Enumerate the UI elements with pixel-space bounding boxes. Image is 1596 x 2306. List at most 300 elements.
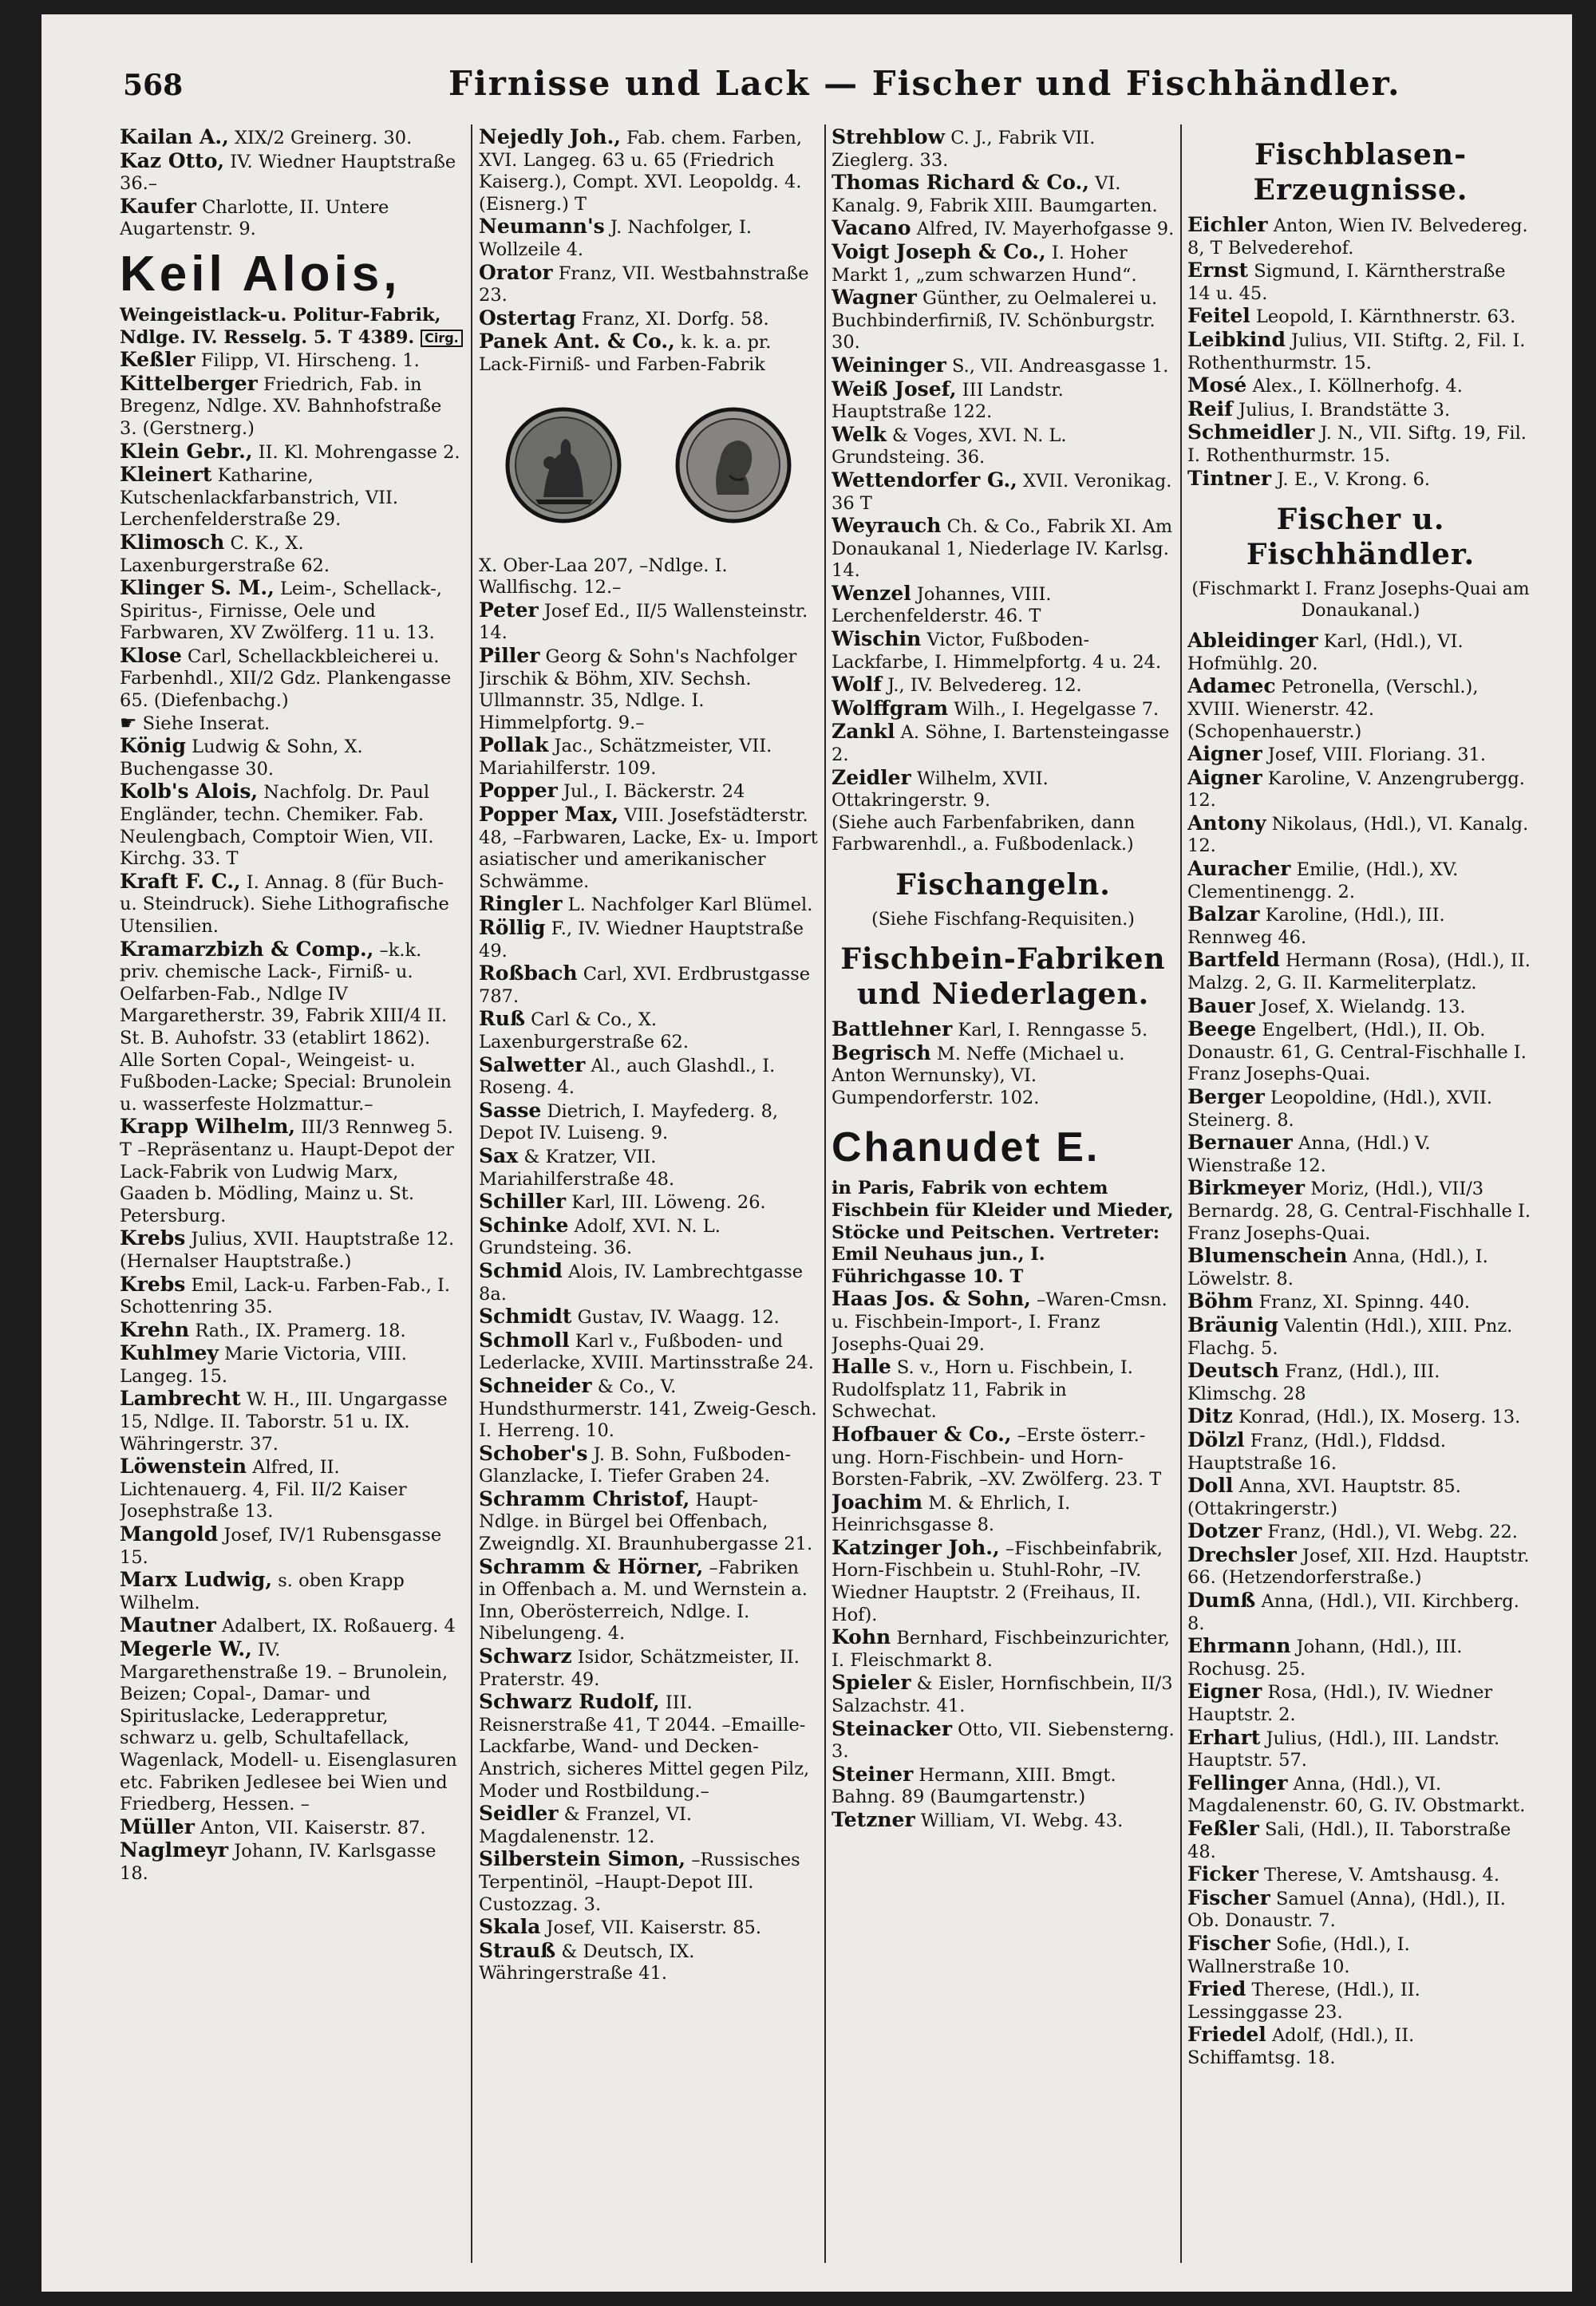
- cross-reference: (Siehe auch Farbenfabriken, dann Farbwarenhdl., a. Fußbodenlack.): [832, 812, 1136, 855]
- entry-name: Kuhlmey: [120, 1341, 219, 1365]
- entry-name: Skala: [479, 1915, 541, 1939]
- entry-name: Feßler: [1187, 1817, 1259, 1840]
- entry-address: Karl, III. Löweng. 26.: [571, 1192, 766, 1214]
- entry-address: Alfred, IV. Mayerhofgasse 9.: [916, 219, 1175, 240]
- directory-entry: [1187, 1520, 1534, 1544]
- entry-name: Müller: [120, 1814, 195, 1838]
- entry-address: Rath., IX. Pramerg. 18.: [195, 1320, 406, 1341]
- entry-name: Wagner: [832, 286, 917, 310]
- entry-name: Fischer: [1187, 1885, 1270, 1909]
- directory-entry: [120, 1614, 463, 1638]
- entry-address: Friedrich, Fab. in Bregenz, Ndlge. XV. Bahnhofstraße 3. (Gerstnerg.): [120, 373, 442, 439]
- display-advert-text: Weingeistlack-u. Politur-Fabrik, Ndlge. IV. Resselg. 5. T 4389. Cirg.: [120, 305, 463, 349]
- directory-entry: [120, 150, 463, 195]
- directory-entry: [832, 354, 1175, 378]
- entry-name: Mangold: [120, 1522, 219, 1546]
- entry-continuation: X. Ober-Laa 207, –Ndlge. I. Wallfischg. 12.–: [479, 555, 728, 598]
- directory-entry: [832, 1491, 1175, 1537]
- directory-entry: [1187, 1635, 1534, 1680]
- entry-address: Josef, X. Wielandg. 13.: [1260, 996, 1466, 1017]
- directory-entry: [120, 1115, 463, 1227]
- entry-name: Zankl: [832, 720, 895, 744]
- entry-address: J. E., V. Krong. 6.: [1277, 468, 1431, 490]
- directory-entry: [479, 215, 818, 261]
- directory-entry: [1187, 675, 1534, 743]
- entry-address: Adolf, XVI. N. L. Grundsteing. 36.: [479, 1215, 721, 1259]
- directory-entry: [120, 871, 463, 938]
- entry-name: Kramarzbizh & Comp.,: [120, 937, 374, 961]
- entry-address: Hermann, XIII. Bmgt. Bahng. 89 (Baumgartenstr.): [832, 1764, 1116, 1808]
- directory-entry: [120, 440, 463, 464]
- entry-address: Franz, VII. Westbahnstraße 23.: [479, 263, 809, 306]
- directory-entry: [1187, 1360, 1534, 1405]
- entry-name: Strauß: [479, 1938, 556, 1962]
- entry-address: Anna, (Hdl.) V. Wienstraße 12.: [1187, 1133, 1431, 1176]
- entry-name: Doll: [1187, 1474, 1234, 1498]
- directory-entry: [479, 962, 818, 1008]
- directory-entry: [1187, 1245, 1534, 1290]
- directory-entry: [120, 938, 463, 1116]
- directory-entry: [1187, 1086, 1534, 1131]
- section-note: (Fischmarkt I. Franz Josephs-Quai am Donaukanal.): [1191, 579, 1530, 622]
- entry-address: III Landstr. Hauptstraße 122.: [832, 379, 1064, 423]
- directory-entry: [479, 1305, 818, 1329]
- entry-address: Nikolaus, (Hdl.), VI. Kanalg. 12.: [1187, 813, 1529, 857]
- entry-address: & Eisler, Hornfischbein, II/3 Salzachstr. 41.: [832, 1673, 1173, 1717]
- directory-entry: [1187, 1314, 1534, 1360]
- entry-name: Balzar: [1187, 902, 1260, 926]
- entry-address: Julius, VII. Stiftg. 2, Fil. I. Rothenthurmstr. 15.: [1187, 330, 1526, 373]
- directory-entry: [479, 307, 818, 331]
- entry-address: W. H., III. Ungargasse 15, Ndlge. II. Taborstr. 51 u. IX. Währingerstr. 37.: [120, 1389, 448, 1455]
- directory-entry: [479, 917, 818, 962]
- directory-entry: [832, 1356, 1175, 1423]
- directory-entry: [479, 804, 818, 893]
- entry-address: A. Söhne, I. Bartensteingasse 2.: [832, 722, 1170, 766]
- entry-address: F., IV. Wiedner Hauptstraße 49.: [479, 918, 804, 961]
- entry-name: Feitel: [1187, 304, 1250, 328]
- directory-entry: [832, 628, 1175, 673]
- column-1: [120, 126, 463, 2280]
- entry-name: Ringler: [479, 892, 563, 916]
- directory-entry: [1187, 1589, 1534, 1635]
- entry-address: Günther, zu Oelmalerei u. Buchbinderfirniß, IV. Schönburgstr. 30.: [832, 288, 1158, 353]
- directory-entry: [120, 1227, 463, 1273]
- entry-name: Steinacker: [832, 1716, 953, 1740]
- directory-entry: [832, 424, 1175, 469]
- entry-name: Tetzner: [832, 1808, 915, 1831]
- entry-address: II. Kl. Mohrengasse 2.: [258, 441, 460, 463]
- display-advert-name: Keil Alois,: [120, 246, 401, 302]
- entry-name: Röllig: [479, 916, 546, 940]
- entry-address: Sali, (Hdl.), II. Taborstraße 48.: [1187, 1819, 1511, 1862]
- entry-name: Steiner: [832, 1762, 914, 1786]
- entry-name: Fried: [1187, 1977, 1246, 2001]
- directory-entry: [832, 172, 1175, 217]
- directory-entry: [479, 1443, 818, 1488]
- entry-name: Wolf: [832, 673, 882, 697]
- directory-entry: [120, 1342, 463, 1388]
- directory-entry: [1187, 1177, 1534, 1245]
- directory-entry: [479, 1556, 818, 1645]
- directory-entry: [479, 1940, 818, 1985]
- entry-address: & Voges, XVI. N. L. Grundsteing. 36.: [832, 424, 1067, 468]
- entry-address: Wilh., I. Hegelgasse 7.: [954, 698, 1159, 720]
- directory-entry: [1187, 630, 1534, 675]
- entry-name: Kolb's Alois,: [120, 780, 259, 804]
- directory-entry: [479, 1214, 818, 1260]
- entry-address: Josef Ed., II/5 Wallensteinstr. 14.: [479, 600, 808, 644]
- directory-entry: [479, 1375, 818, 1443]
- directory-entry: [1187, 1290, 1534, 1314]
- entry-address: J. B. Sohn, Fußboden-Glanzlacke, I. Tiefer Graben 24.: [479, 1443, 792, 1487]
- entry-name: Eigner: [1187, 1680, 1262, 1704]
- entry-address: –Waren-Cmsn. u. Fischbein-Import-, I. Franz Josephs-Quai 29.: [832, 1289, 1167, 1355]
- directory-entry: [1187, 743, 1534, 767]
- entry-name: Kittelberger: [120, 371, 258, 395]
- entry-address: Otto, VII. Siebensterng. 3.: [832, 1719, 1175, 1763]
- column-4: [1187, 126, 1534, 2280]
- entry-name: Deutsch: [1187, 1359, 1279, 1383]
- entry-name: Ditz: [1187, 1404, 1233, 1428]
- section-heading: Fischbein-Fabriken und Niederlagen.: [840, 942, 1166, 1011]
- entry-address: J., IV. Belvedereg. 12.: [887, 675, 1082, 697]
- directory-entry: [832, 241, 1175, 286]
- directory-entry: [1187, 812, 1534, 858]
- entry-name: Bräunig: [1187, 1313, 1278, 1337]
- entry-address: I. Annag. 8 (für Buch- u. Steindruck). Siehe Lithografische Utensilien.: [120, 871, 449, 937]
- entry-name: Seidler: [479, 1802, 559, 1826]
- entry-name: Bartfeld: [1187, 948, 1280, 972]
- pointing-hand-icon: ☛: [120, 711, 137, 734]
- entry-name: Antony: [1187, 811, 1266, 835]
- entry-name: Schmidt: [479, 1305, 572, 1329]
- entry-address: Julius, (Hdl.), III. Landstr. Hauptstr. 57.: [1187, 1728, 1500, 1771]
- entry-name: Wischin: [832, 627, 922, 651]
- entry-address: Rosa, (Hdl.), IV. Wiedner Hauptstr. 2.: [1187, 1682, 1493, 1726]
- directory-entry: [1187, 1978, 1534, 2024]
- section-note: (Siehe Fischfang-Requisiten.): [871, 910, 1135, 930]
- entry-address: s. oben Krapp Wilhelm.: [120, 1570, 405, 1613]
- directory-entry: [832, 767, 1175, 812]
- directory-entry: [1187, 1863, 1534, 1887]
- entry-address: Ch. & Co., Fabrik XI. Am Donaukanal 1, Niederlage IV. Karlsg. 14.: [832, 516, 1173, 582]
- entry-address: XVII. Veronikag. 36 T: [832, 470, 1172, 514]
- entry-address: Georg & Sohn's Nachfolger Jirschik & Böhm, XIV. Sechsh. Ullmannstr. 35, Ndlge. I. Himmelpfortg. 9.–: [479, 646, 797, 733]
- entry-name: Orator: [479, 260, 553, 284]
- entry-name: Joachim: [832, 1490, 923, 1514]
- section-heading: Fischblasen-Erzeugnisse.: [1253, 138, 1468, 207]
- directory-entry: [1187, 398, 1534, 422]
- entry-address: Carl & Co., X. Laxenburgerstraße 62.: [479, 1009, 689, 1052]
- entry-name: Klimosch: [120, 530, 225, 554]
- entry-name: Fellinger: [1187, 1771, 1288, 1795]
- allegory-medal-icon: [504, 405, 623, 525]
- directory-entry: [479, 893, 818, 917]
- entry-address: & Kratzer, VII. Mariahilferstraße 48.: [479, 1146, 675, 1190]
- entry-address: –Fischbeinfabrik, Horn-Fischbein u. Stuhl-Rohr, –IV. Wiedner Hauptstr. 2 (Freihaus, II. Hof).: [832, 1538, 1163, 1625]
- directory-entry: [832, 515, 1175, 582]
- directory-entry: [832, 1672, 1175, 1717]
- entry-address: Jul., I. Bäckerstr. 24: [563, 781, 745, 803]
- directory-entry: [832, 1718, 1175, 1763]
- directory-entry: [479, 780, 818, 804]
- entry-name: Tintner: [1187, 466, 1272, 490]
- column-divider: [1180, 124, 1182, 2263]
- directory-entry: [832, 1626, 1175, 1672]
- directory-entry: [1187, 1887, 1534, 1933]
- directory-entry: [1187, 305, 1534, 329]
- entry-name: Aigner: [1187, 742, 1262, 766]
- entry-name: Peter: [479, 598, 539, 622]
- entry-name: Schinke: [479, 1213, 569, 1237]
- directory-entry: [120, 780, 463, 870]
- entry-name: Fischer: [1187, 1931, 1270, 1955]
- entry-name: Silberstein Simon,: [479, 1847, 686, 1871]
- entry-name: Welk: [832, 422, 887, 446]
- entry-name: Kraft F. C.,: [120, 869, 241, 893]
- entry-address: I. Hoher Markt 1, „zum schwarzen Hund“.: [832, 242, 1137, 286]
- entry-address: Leopold, I. Kärnthnerstr. 63.: [1255, 306, 1516, 328]
- directory-entry: [479, 599, 818, 645]
- entry-name: Schramm Christof,: [479, 1487, 690, 1510]
- entry-address: XIX/2 Greinerg. 30.: [234, 128, 413, 148]
- entry-address: –Fabriken in Offenbach a. M. und Wernstein a. Inn, Oberösterreich, Ndlge. I. Nibelungeng. 4.: [479, 1557, 808, 1645]
- entry-name: Aigner: [1187, 765, 1262, 789]
- entry-address: Josef, IV/1 Rubensgasse 15.: [120, 1525, 442, 1568]
- entry-name: Popper Max,: [479, 803, 619, 827]
- entry-address: Johann, (Hdl.), III. Rochusg. 25.: [1187, 1637, 1463, 1680]
- directory-entry: [120, 577, 463, 645]
- entry-name: Thomas Richard & Co.,: [832, 171, 1089, 195]
- directory-entry: [120, 1839, 463, 1885]
- entry-address: Hermann (Rosa), (Hdl.), II. Malzg. 2, G. II. Karmeliterplatz.: [1187, 950, 1531, 994]
- entry-address: S. v., Horn u. Fischbein, I. Rudolfsplatz 11, Fabrik in Schwechat.: [832, 1357, 1133, 1423]
- entry-name: Neumann's: [479, 215, 605, 239]
- entry-address: C. K., X. Laxenburgerstraße 62.: [120, 532, 330, 576]
- directory-entry: [1187, 1405, 1534, 1429]
- directory-entry: [1187, 2024, 1534, 2069]
- directory-entry: [120, 1273, 463, 1319]
- entry-name: Kailan A.,: [120, 126, 229, 148]
- directory-entry: [479, 126, 818, 215]
- entry-name: Ernst: [1187, 259, 1249, 282]
- directory-entry: [832, 697, 1175, 721]
- entry-name: Begrisch: [832, 1040, 931, 1064]
- entry-name: Popper: [479, 779, 558, 803]
- directory-entry: [1187, 1818, 1534, 1863]
- directory-entry: [479, 1848, 818, 1916]
- entry-address: Karoline, V. Anzengrubergg. 12.: [1187, 768, 1525, 811]
- entry-address: Franz, (Hdl.), III. Klimschg. 28: [1187, 1361, 1440, 1404]
- entry-name: Schiller: [479, 1190, 567, 1214]
- entry-address: & Deutsch, IX. Währingerstraße 41.: [479, 1941, 695, 1984]
- entry-name: Marx Ludwig,: [120, 1568, 273, 1592]
- directory-entry: [1187, 421, 1534, 467]
- entry-name: König: [120, 734, 187, 758]
- entry-address: Anna, XVI. Hauptstr. 85. (Ottakringerstr.): [1187, 1476, 1461, 1519]
- entry-address: Johann, IV. Karlsgasse 18.: [120, 1841, 437, 1884]
- directory-entry: [832, 286, 1175, 354]
- entry-address: S., VII. Andreasgasse 1.: [952, 355, 1169, 377]
- entry-name: Klose: [120, 643, 182, 667]
- entry-address: Karl v., Fußboden- und Lederlacke, XVIII. Martinsstraße 24.: [479, 1330, 814, 1374]
- entry-name: Naglmeyr: [120, 1838, 229, 1862]
- directory-entry: [832, 721, 1175, 766]
- entry-address: III/3 Rennweg 5. T –Repräsentanz u. Haupt-Depot der Lack-Fabrik von Ludwig Marx, Gaaden b. Mödling, Mainz u. St. Petersburg.: [120, 1117, 454, 1226]
- entry-name: Keßler: [120, 348, 196, 372]
- directory-entry: [479, 1488, 818, 1556]
- entry-name: Schwarz Rudolf,: [479, 1690, 660, 1714]
- entry-name: Battlehner: [832, 1017, 953, 1040]
- entry-address: Karl, I. Renngasse 5.: [958, 1020, 1148, 1040]
- entry-name: Wenzel: [832, 581, 911, 605]
- entry-address: & Franzel, VI. Magdalenenstr. 12.: [479, 1804, 693, 1847]
- entry-name: Berger: [1187, 1085, 1265, 1108]
- entry-address: Alois, IV. Lambrechtgasse 8a.: [479, 1261, 804, 1305]
- entry-name: Ehrmann: [1187, 1634, 1291, 1658]
- entry-name: Halle: [832, 1355, 891, 1379]
- entry-name: Wolffgram: [832, 696, 949, 720]
- entry-address: Emilie, (Hdl.), XV. Clementinengg. 2.: [1187, 859, 1459, 902]
- entry-name: Drechsler: [1187, 1542, 1297, 1566]
- column-3: [832, 126, 1175, 2280]
- directory-entry: [1187, 1933, 1534, 1978]
- column-2: [479, 126, 818, 2280]
- directory-page: [41, 14, 1572, 2292]
- entry-name: Strehblow: [832, 126, 946, 148]
- entry-name: Beege: [1187, 1017, 1257, 1041]
- entry-name: Schramm & Hörner,: [479, 1554, 704, 1578]
- directory-entry: [120, 464, 463, 531]
- entry-name: Adamec: [1187, 674, 1276, 698]
- entry-address: Julius, I. Brandstätte 3.: [1238, 399, 1451, 421]
- entry-name: Sasse: [479, 1098, 542, 1122]
- entry-address: Leopoldine, (Hdl.), XVII. Steinerg. 8.: [1187, 1088, 1493, 1131]
- directory-entry: [1187, 214, 1534, 259]
- entry-name: Blumenschein: [1187, 1244, 1348, 1268]
- directory-entry: [1187, 903, 1534, 949]
- phone-tag-icon: Cirg.: [421, 330, 463, 347]
- entry-address: Julius, XVII. Hauptstraße 12. (Hernalser Hauptstraße.): [120, 1229, 455, 1272]
- entry-name: Kaufer: [120, 194, 196, 218]
- directory-entry: [479, 1100, 818, 1145]
- page-number: 568: [123, 69, 184, 102]
- entry-address: Adalbert, IX. Roßauerg. 4: [222, 1616, 456, 1637]
- entry-name: Dotzer: [1187, 1519, 1262, 1543]
- entry-name: Krebs: [120, 1272, 186, 1296]
- entry-name: Schneider: [479, 1373, 592, 1397]
- directory-entry: [1187, 1772, 1534, 1818]
- directory-entry: [479, 330, 818, 376]
- entry-address: Karoline, (Hdl.), III. Rennweg 46.: [1187, 905, 1445, 948]
- directory-entry: [832, 126, 1175, 172]
- medal-illustrations: [479, 381, 818, 549]
- directory-entry: [832, 1042, 1175, 1110]
- entry-address: Alex., I. Köllnerhofg. 4.: [1252, 376, 1463, 397]
- entry-address: William, VI. Webg. 43.: [920, 1810, 1124, 1831]
- entry-address: Sofie, (Hdl.), I. Wallnerstraße 10.: [1187, 1933, 1410, 1977]
- directory-entry: [832, 217, 1175, 241]
- directory-entry: [120, 531, 463, 577]
- directory-entry: [832, 378, 1175, 424]
- running-title: Firnisse und Lack — Fischer und Fischhändler.: [448, 64, 1401, 103]
- directory-entry: [479, 1691, 818, 1803]
- entry-name: Spieler: [832, 1671, 911, 1695]
- entry-name: Reif: [1187, 397, 1233, 421]
- entry-name: Megerle W.,: [120, 1637, 252, 1660]
- entry-name: Piller: [479, 643, 540, 667]
- entry-address: VIII. Josefstädterstr. 48, –Farbwaren, Lacke, Ex- u. Import asiatischer und amerikanischer Schwämme.: [479, 805, 818, 892]
- directory-entry: [120, 349, 463, 373]
- entry-name: Krehn: [120, 1317, 190, 1341]
- entry-address: Anna, (Hdl.), VI. Magdalenenstr. 60, G. IV. Obstmarkt.: [1187, 1773, 1526, 1817]
- entry-name: Schmid: [479, 1258, 563, 1282]
- entry-address: Katharine, Kutschenlackfarbanstrich, VII. Lerchenfelderstraße 29.: [120, 465, 399, 531]
- entry-name: Lambrecht: [120, 1387, 241, 1411]
- entry-address: M. & Ehrlich, I. Heinrichsgasse 8.: [832, 1492, 1071, 1536]
- entry-address: Josef, VIII. Floriang. 31.: [1267, 744, 1486, 766]
- directory-entry: [479, 1803, 818, 1848]
- directory-entry: [1187, 858, 1534, 903]
- entry-name: Weyrauch: [832, 514, 942, 538]
- entry-address: Jac., Schätzmeister, VII. Mariahilferstr. 109.: [479, 736, 772, 779]
- directory-entry: [1187, 1544, 1534, 1589]
- directory-entry: [120, 1388, 463, 1455]
- directory-entry: [832, 469, 1175, 515]
- entry-address: J. N., VII. Siftg. 19, Fil. I. Rothenthurmstr. 15.: [1187, 423, 1527, 466]
- entry-name: Katzinger Joh.,: [832, 1535, 1000, 1559]
- entry-address: Therese, V. Amtshausg. 4.: [1264, 1865, 1499, 1886]
- directory-entry: [1187, 949, 1534, 994]
- entry-name: Weiß Josef,: [832, 377, 957, 401]
- entry-address: Charlotte, II. Untere Augartenstr. 9.: [120, 196, 389, 240]
- page-header: [41, 14, 1572, 115]
- entry-name: Ficker: [1187, 1862, 1258, 1886]
- entry-address: Anna, (Hdl.), VII. Kirchberg. 8.: [1187, 1591, 1519, 1634]
- entry-address: & Co., V. Hundsthurmerstr. 141, Zweig-Gesch. I. Herreng. 10.: [479, 1376, 817, 1442]
- entry-name: Sax: [479, 1143, 519, 1167]
- directory-entry: [1187, 329, 1534, 374]
- entry-name: Löwenstein: [120, 1455, 247, 1479]
- entry-name: Voigt Joseph & Co.,: [832, 239, 1046, 263]
- entry-name: Zeidler: [832, 765, 911, 789]
- directory-entry: [832, 1423, 1175, 1491]
- entry-address: L. Nachfolger Karl Blümel.: [567, 894, 813, 916]
- directory-entry: [1187, 995, 1534, 1019]
- directory-entry: [479, 1260, 818, 1305]
- entry-address: Al., auch Glashdl., I. Roseng. 4.: [479, 1055, 776, 1099]
- entry-address: k. k. a. pr. Lack-Firniß- und Farben-Fabrik: [479, 332, 772, 375]
- entry-name: Dumß: [1187, 1589, 1256, 1613]
- entry-name: Panek Ant. & Co.,: [479, 330, 675, 353]
- entry-address: –k.k. priv. chemische Lack-, Firniß- u. Oelfarben-Fab., Ndlge IV Margaretherstr. 39, Fabrik XIII/4 II. St. B. Auhofstr. 33 (etablirt 1862). Alle Sorten Copal-, Weingeist- u. Fußboden-Lacke; Special: Brunolein u. wasserfeste Holzmattur.–: [120, 939, 452, 1115]
- entry-address: Anton, VII. Kaiserstr. 87.: [200, 1817, 426, 1838]
- directory-entry: [832, 1763, 1175, 1809]
- entry-address: Filipp, VI. Hirscheng. 1.: [200, 350, 420, 372]
- directory-entry: [832, 673, 1175, 697]
- directory-entry: [120, 645, 463, 713]
- entry-name: Pollak: [479, 733, 549, 757]
- entry-name: Bauer: [1187, 993, 1255, 1017]
- entry-name: Vacano: [832, 216, 911, 240]
- entry-name: Eichler: [1187, 213, 1268, 236]
- directory-entry: [120, 126, 463, 150]
- display-advert-name: Chanudet E.: [832, 1124, 1100, 1171]
- entry-name: Haas Jos. & Sohn,: [832, 1287, 1031, 1311]
- entry-address: Engelbert, (Hdl.), II. Ob. Donaustr. 61, G. Central-Fischhalle I. Franz Josephs-Quai.: [1187, 1020, 1527, 1085]
- entry-address: Nachfolg. Dr. Paul Engländer, techn. Chemiker. Fab. Neulengbach, Comptoir Wien, VII. Kirchg. 33. T: [120, 782, 434, 870]
